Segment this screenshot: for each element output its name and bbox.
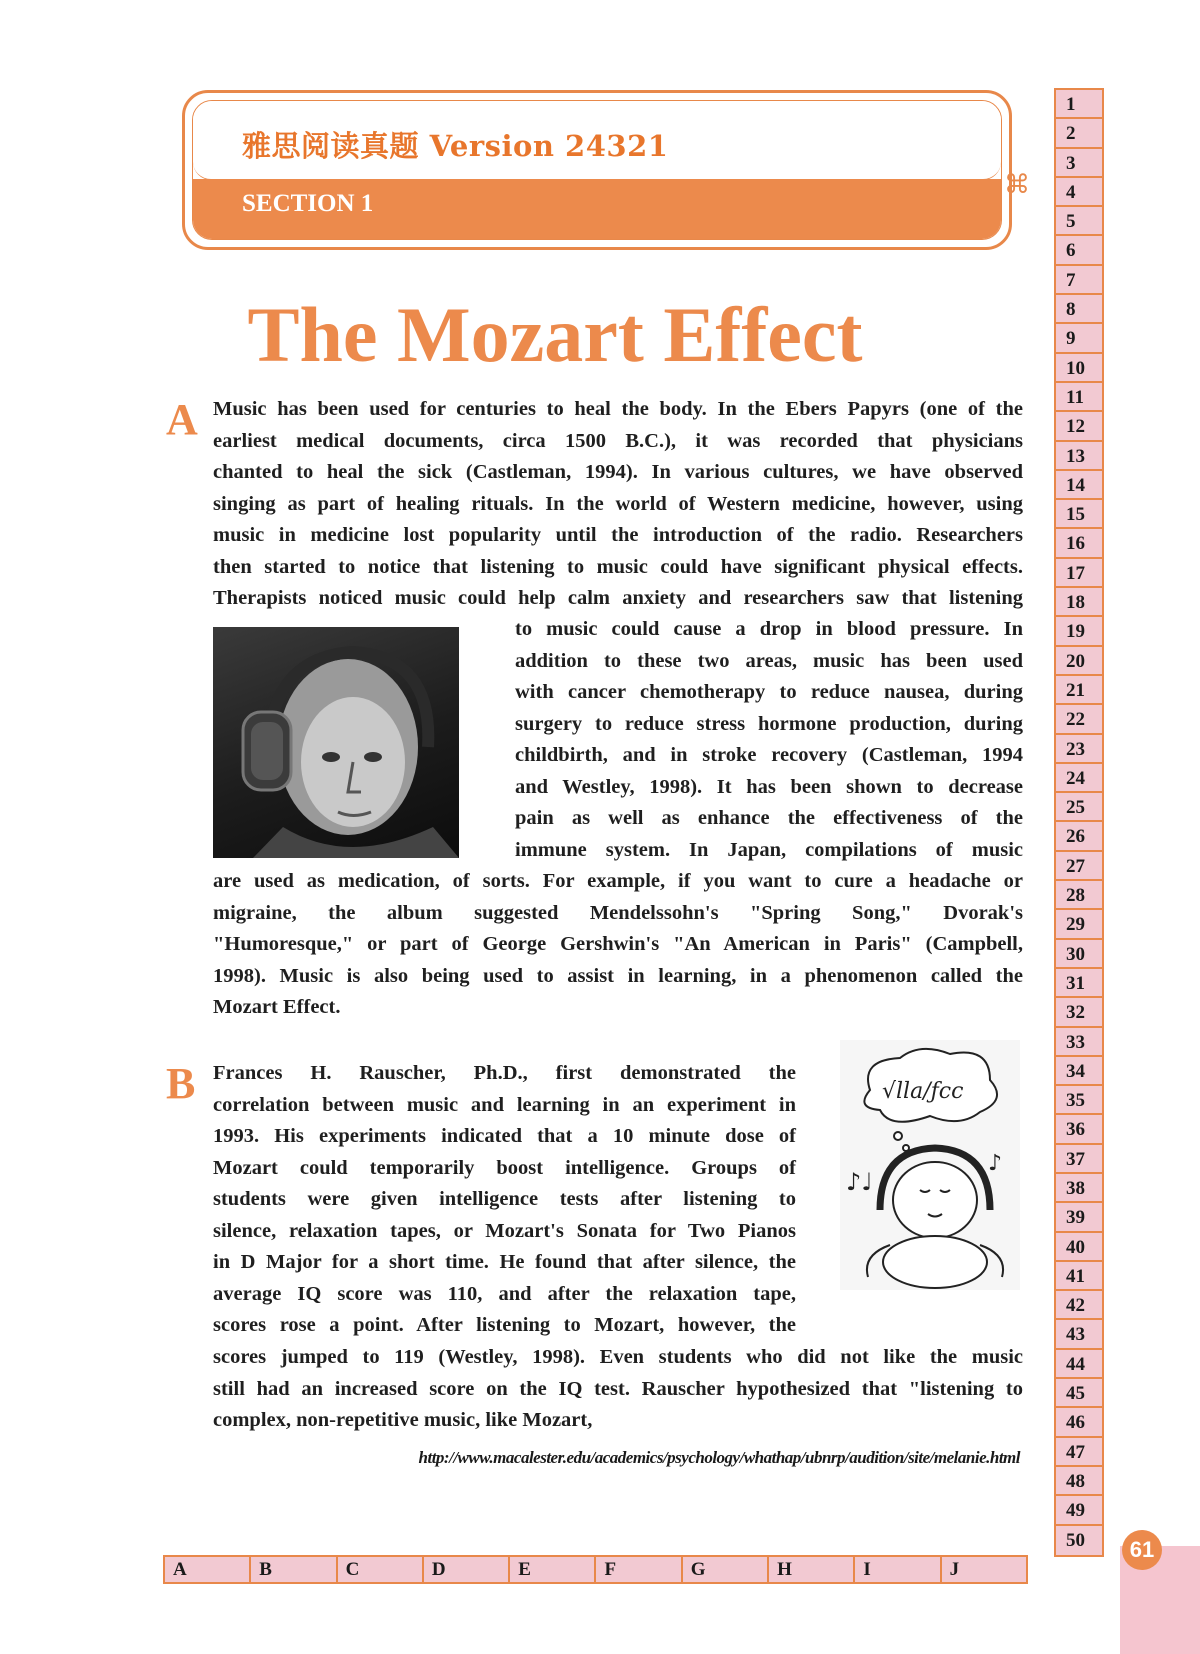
text-line: correlation between music and learning in an experiment in — [213, 1093, 796, 1116]
text-line: chanted to heal the sick (Castleman, 1994). In various cultures, we have observed — [213, 461, 1023, 483]
paragraph-b-end — [213, 1342, 1023, 1437]
text-line: Mozart Effect. — [213, 996, 341, 1018]
text-line: "Humoresque," or part of George Gershwin's "An American in Paris" (Campbell, — [213, 933, 1023, 955]
paragraph-a-end — [213, 866, 1023, 1024]
text-line: pain as well as enhance the effectiveness of the — [515, 807, 1023, 829]
question-number-cell: 14 — [1056, 471, 1102, 500]
answer-letter-cell: J — [949, 1559, 960, 1580]
svg-text:♪♩: ♪♩ — [846, 1168, 873, 1196]
text-line: 1993. His experiments indicated that a 10 minute dose of — [213, 1125, 796, 1147]
question-number-cell: 33 — [1056, 1028, 1102, 1057]
swirl-ornament-icon: ⌘ — [1004, 170, 1030, 200]
question-number-cell: 34 — [1056, 1057, 1102, 1086]
question-number-cell: 28 — [1056, 881, 1102, 910]
cartoon-formula: √lla/ƒcc — [882, 1079, 964, 1104]
paragraph-a-top — [213, 394, 1023, 615]
text-line: complex, non-repetitive music, like Mozart, — [213, 1409, 593, 1431]
source-url[interactable]: http://www.macalester.edu/academics/psychology/whathap/ubnrp/audition/site/melanie.html — [418, 1448, 1020, 1467]
text-line: Therapists noticed music could help calm anxiety and researchers saw that listening — [213, 587, 1023, 609]
text-line: in D Major for a short time. He found that after silence, the — [213, 1251, 796, 1273]
paragraph-a-side — [515, 614, 1023, 866]
question-number-cell: 2 — [1056, 119, 1102, 148]
question-number-cell: 45 — [1056, 1379, 1102, 1408]
question-number-cell: 26 — [1056, 822, 1102, 851]
question-number-cell: 25 — [1056, 793, 1102, 822]
text-line: then started to notice that listening to music could have significant physical effects. — [213, 555, 1023, 578]
question-number-cell: 39 — [1056, 1203, 1102, 1232]
text-line: migraine, the album suggested Mendelssohn's "Spring Song," Dvorak's — [213, 901, 1023, 924]
answer-letter-bar — [163, 1555, 1028, 1584]
question-number-cell: 9 — [1056, 324, 1102, 353]
question-number-cell: 15 — [1056, 500, 1102, 529]
text-line: with cancer chemotherapy to reduce nausea, during — [515, 681, 1023, 703]
text-line: 1998). Music is also being used to assist in learning, in a phenomenon called the — [213, 964, 1023, 987]
answer-letter-cell: G — [683, 1557, 769, 1582]
mozart-headphones-image — [213, 627, 459, 858]
question-number-cell: 30 — [1056, 940, 1102, 969]
question-number-cell: 21 — [1056, 676, 1102, 705]
text-line: singing as part of healing rituals. In the world of Western medicine, however, using — [213, 492, 1023, 515]
page-number: 61 — [1122, 1530, 1162, 1570]
question-number-cell: 36 — [1056, 1115, 1102, 1144]
text-line: students were given intelligence tests after listening to — [213, 1188, 796, 1210]
question-number-cell: 5 — [1056, 207, 1102, 236]
question-number-cell: 10 — [1056, 354, 1102, 383]
answer-letter-cell: C — [338, 1557, 424, 1582]
question-number-cell: 47 — [1056, 1438, 1102, 1467]
paragraph-letter-a: A — [166, 395, 198, 444]
question-number-cell: 42 — [1056, 1291, 1102, 1320]
text-line: immune system. In Japan, compilations of music — [515, 838, 1023, 861]
section-label: SECTION 1 — [242, 190, 374, 217]
text-line: addition to these two areas, music has been used — [515, 649, 1023, 672]
question-number-cell: 37 — [1056, 1145, 1102, 1174]
banner-title: 雅思阅读真题 Version 24321 — [242, 129, 669, 163]
svg-text:♪: ♪ — [988, 1151, 1003, 1176]
paragraph-letter-b: B — [166, 1059, 196, 1108]
text-line: Frances H. Rauscher, Ph.D., first demonstrated the — [213, 1062, 796, 1084]
question-number-cell: 13 — [1056, 442, 1102, 471]
question-number-cell: 23 — [1056, 735, 1102, 764]
text-line: childbirth, and in stroke recovery (Castleman, 1994 — [515, 744, 1023, 766]
answer-letter-cell: F — [596, 1557, 682, 1582]
text-line: still had an increased score on the IQ test. Rauscher hypothesized that "listening to — [213, 1377, 1023, 1400]
text-line: and Westley, 1998). It has been shown to decrease — [515, 775, 1023, 798]
question-number-cell: 20 — [1056, 647, 1102, 676]
question-number-column — [1054, 88, 1104, 1557]
question-number-cell: 29 — [1056, 910, 1102, 939]
text-line: silence, relaxation tapes, or Mozart's Sonata for Two Pianos — [213, 1219, 796, 1242]
question-number-cell: 35 — [1056, 1086, 1102, 1115]
text-line: to music could cause a drop in blood pressure. In — [515, 618, 1023, 640]
answer-letter-cell: D — [424, 1557, 510, 1582]
text-line: scores rose a point. After listening to Mozart, however, the — [213, 1314, 796, 1336]
answer-letter-cell: B — [251, 1557, 337, 1582]
question-number-cell: 31 — [1056, 969, 1102, 998]
paragraph-b-side — [213, 1058, 796, 1342]
question-number-cell: 43 — [1056, 1320, 1102, 1349]
question-number-cell: 24 — [1056, 764, 1102, 793]
question-number-cell: 17 — [1056, 559, 1102, 588]
question-number-cell: 27 — [1056, 852, 1102, 881]
question-number-cell: 3 — [1056, 149, 1102, 178]
question-number-cell: 40 — [1056, 1233, 1102, 1262]
question-number-cell: 1 — [1056, 90, 1102, 119]
text-line: earliest medical documents, circa 1500 B.C.), it was recorded that physicians — [213, 429, 1023, 452]
text-line: average IQ score was 110, and after the relaxation tape, — [213, 1282, 796, 1305]
question-number-cell: 11 — [1056, 383, 1102, 412]
question-number-cell: 16 — [1056, 529, 1102, 558]
page-title: The Mozart Effect — [247, 291, 863, 378]
question-number-cell: 44 — [1056, 1350, 1102, 1379]
text-line: are used as medication, of sorts. For example, if you want to cure a headache or — [213, 870, 1023, 892]
question-number-cell: 19 — [1056, 617, 1102, 646]
question-number-cell: 46 — [1056, 1408, 1102, 1437]
answer-letter-cell: H — [769, 1557, 855, 1582]
answer-letter-cell: A — [165, 1557, 251, 1582]
question-number-cell: 49 — [1056, 1496, 1102, 1525]
question-number-cell: 32 — [1056, 998, 1102, 1027]
baby-headphones-cartoon — [840, 1040, 1020, 1290]
text-line: Mozart could temporarily boost intelligence. Groups of — [213, 1156, 796, 1179]
text-line: music in medicine lost popularity until the introduction of the radio. Researchers — [213, 524, 1023, 546]
question-number-cell: 38 — [1056, 1174, 1102, 1203]
question-number-cell: 48 — [1056, 1467, 1102, 1496]
question-number-cell: 4 — [1056, 178, 1102, 207]
question-number-cell: 7 — [1056, 266, 1102, 295]
question-number-cell: 8 — [1056, 295, 1102, 324]
answer-letter-cell: E — [510, 1557, 596, 1582]
question-number-cell: 50 — [1066, 1529, 1085, 1551]
banner — [192, 100, 1002, 240]
question-number-cell: 6 — [1056, 236, 1102, 265]
text-line: scores jumped to 119 (Westley, 1998). Even students who did not like the music — [213, 1346, 1023, 1368]
answer-letter-cell: I — [855, 1557, 941, 1582]
text-line: Music has been used for centuries to heal the body. In the Ebers Papyrs (one of the — [213, 398, 1023, 420]
question-number-cell: 12 — [1056, 412, 1102, 441]
text-line: surgery to reduce stress hormone production, during — [515, 712, 1023, 735]
question-number-cell: 18 — [1056, 588, 1102, 617]
question-number-cell: 22 — [1056, 705, 1102, 734]
question-number-cell: 41 — [1056, 1262, 1102, 1291]
